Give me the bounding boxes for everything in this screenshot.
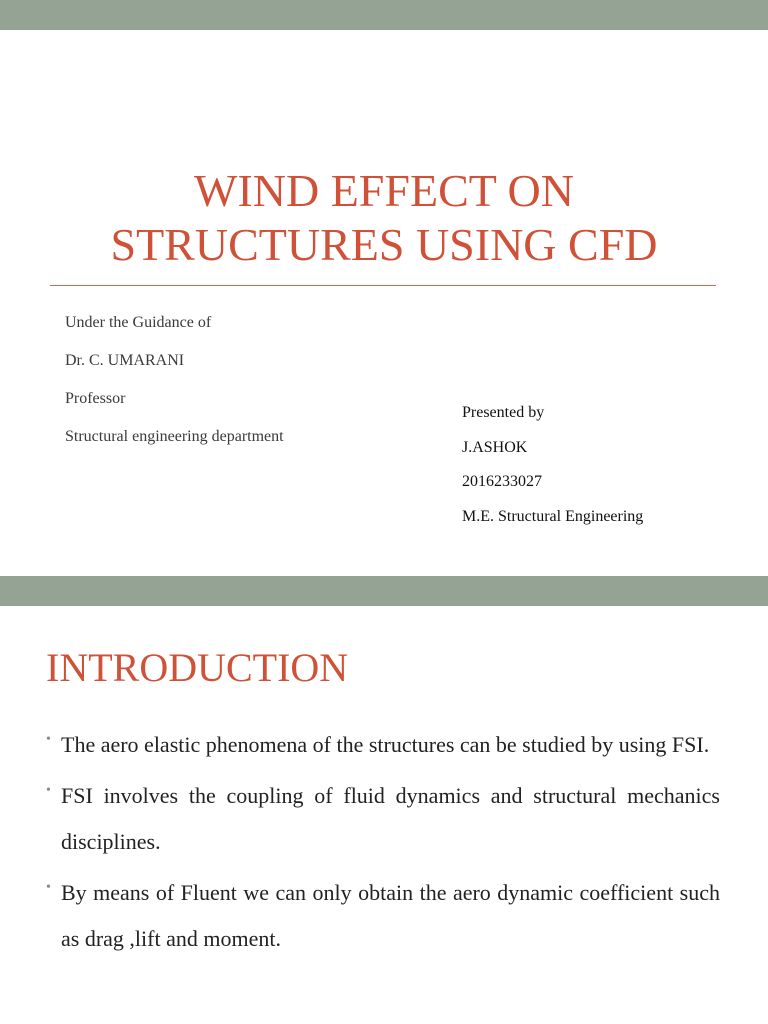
bullet-list	[46, 722, 720, 967]
title-slide	[0, 30, 768, 576]
bullet-icon: •	[46, 880, 51, 895]
presenter-name: J.ASHOK	[462, 438, 528, 456]
guide-name: Dr. C. UMARANI	[65, 352, 185, 369]
presented-by-label: Presented by	[462, 404, 545, 421]
presenter-block	[462, 400, 643, 538]
introduction-title: INTRODUCTION	[46, 645, 349, 690]
title-divider	[50, 285, 716, 286]
presenter-id: 2016233027	[462, 473, 542, 490]
top-band	[0, 0, 768, 30]
guidance-line: Under the Guidance of	[65, 314, 212, 331]
bullet-icon: •	[46, 732, 51, 747]
list-item	[46, 773, 720, 865]
guide-department: Structural engineering department	[65, 428, 284, 445]
presenter-program: M.E. Structural Engineering	[462, 507, 644, 525]
bullet-icon: •	[46, 783, 51, 798]
slide-title	[0, 164, 768, 272]
slide-title-line-1: WIND EFFECT ON	[194, 165, 574, 216]
bullet-text: FSI involves the coupling of fluid dynamics and structural mechanics disciplines.	[61, 783, 720, 854]
bullet-text: The aero elastic phenomena of the structures can be studied by using FSI.	[61, 732, 710, 757]
guide-designation: Professor	[65, 390, 126, 407]
introduction-slide	[0, 606, 768, 1024]
list-item	[46, 722, 720, 768]
list-item	[46, 870, 720, 962]
bullet-text: By means of Fluent we can only obtain the aero dynamic coefficient such as drag ,lift and moment.	[61, 880, 720, 951]
slide-title-line-2: STRUCTURES USING CFD	[110, 219, 658, 270]
guidance-block	[65, 310, 284, 462]
slide-separator-band	[0, 576, 768, 606]
